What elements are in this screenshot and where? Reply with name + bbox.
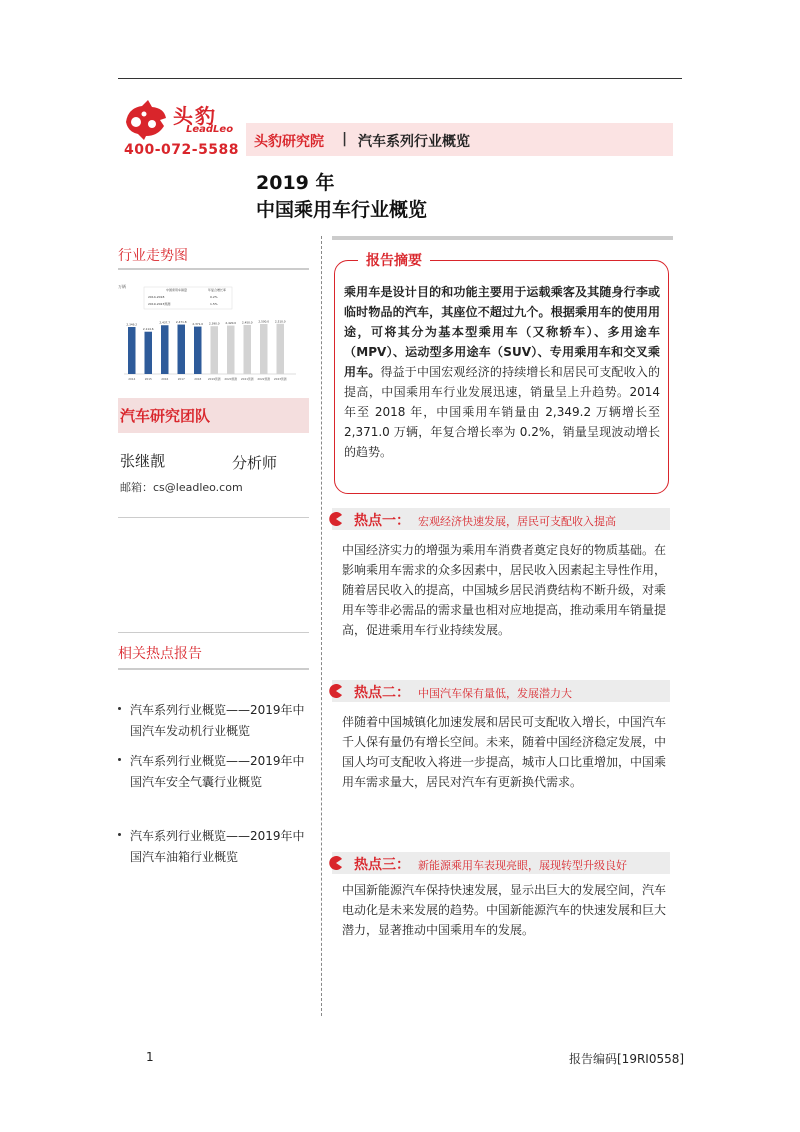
bar-2014 (128, 327, 136, 374)
hotspot-text: 中国经济实力的增强为乘用车消费者奠定良好的物质基础。在影响乘用车需求的众多因素中，居民收入因素起主导性作用，随着居民收入的提高，中国城乡居民消费结构不断升级，对乘用车等非必需品的需求量也相对应地提高，推动乘用车销量提高，促进乘用车行业持续发展。 (342, 543, 667, 637)
team-rule (118, 517, 309, 518)
report-code: 报告编码[19RI0558] (569, 1052, 685, 1066)
bar-value-label: 2,450.0 (241, 320, 253, 325)
x-tick-label: 2017 (177, 377, 185, 381)
bar-2015 (145, 332, 153, 374)
bullet-icon (118, 707, 121, 710)
hotspot-desc: 新能源乘用车表现亮眼，展现转型升级良好 (418, 859, 627, 872)
summary-text (344, 282, 660, 462)
bar-value-label: 2,510.0 (274, 319, 286, 324)
x-tick-label: 2023预测 (273, 377, 287, 381)
related-report-item[interactable] (118, 700, 313, 742)
hotspot-label: 热点二： (354, 685, 410, 701)
x-tick-label: 2018 (194, 377, 202, 381)
bar-2018 (194, 327, 202, 374)
legend-row-forecast: 2019-2023预测 (148, 302, 171, 306)
bar-value-label: 2,500.0 (258, 319, 270, 324)
related-heading: 相关热点报告 (118, 646, 202, 662)
y-axis-unit: 万辆 (118, 284, 126, 289)
chart-legend-table (144, 287, 232, 309)
x-tick-label: 2016 (161, 377, 169, 381)
series-name: 汽车系列行业概览 (358, 134, 470, 150)
legend-header-sales: 中国乘用车销量 (166, 288, 188, 292)
related-report-item[interactable] (118, 826, 313, 868)
analyst-email[interactable]: 邮箱：cs@leadleo.com (120, 481, 243, 494)
summary-top-bar (332, 236, 673, 240)
bar-value-label: 2,114.6 (142, 327, 154, 332)
hotspot-label: 热点一： (354, 513, 410, 529)
bar-value-label: 2,371.0 (192, 322, 204, 327)
bar-2021预测 (244, 325, 252, 374)
bullet-icon (118, 833, 121, 836)
hotspot-text: 伴随着中国城镇化加速发展和居民可支配收入增长，中国汽车千人保有量仍有增长空间。未来，随着中国经济稳定发展，中国人均可支配收入将进一步提高，城市人口比重增加，中国乘用车需求量大，居民对汽车有更新换代需求。 (342, 715, 667, 789)
x-tick-label: 2014 (128, 377, 136, 381)
report-title: 中国乘用车行业概览 (256, 199, 428, 221)
page-number: 1 (146, 1050, 154, 1064)
bar-value-label: 2,390.0 (208, 321, 220, 326)
bar-2023预测 (277, 324, 285, 374)
related-report-item[interactable] (118, 751, 313, 793)
report-year: 2019 年 (256, 172, 335, 194)
related-report-title[interactable]: 汽车系列行业概览——2019年中国汽车安全气囊行业概览 (130, 754, 305, 789)
legend-row-forecast-cagr: 1.5% (210, 302, 218, 306)
team-heading: 汽车研究团队 (120, 407, 211, 425)
series-header (246, 123, 673, 156)
legend-header-cagr: 年复合增长率 (208, 288, 227, 292)
x-tick-label: 2021预测 (240, 377, 254, 381)
top-rule (118, 78, 682, 79)
hotspot-label: 热点三： (354, 857, 410, 873)
bar-2022预测 (260, 324, 268, 374)
bullet-icon (118, 758, 121, 761)
column-divider (321, 236, 322, 1016)
related-report-title[interactable]: 汽车系列行业概览——2019年中国汽车发动机行业概览 (130, 703, 305, 738)
brand-name-en: LeadLeo (186, 124, 234, 135)
team-heading-band (118, 398, 309, 433)
legend-row-actual-cagr: 0.2% (210, 295, 218, 299)
hotspot-header (332, 680, 670, 702)
trend-heading: 行业走势图 (118, 248, 188, 264)
analyst-role: 分析师 (232, 454, 278, 472)
header-separator: | (342, 131, 348, 147)
legend-row-actual: 2014-2018 (148, 295, 165, 299)
summary-bold-text: 乘用车是设计目的和功能主要用于运载乘客及其随身行李或临时物品的汽车，其座位不超过九个。根据乘用车的使用用途，可将其分为基本型乘用车（又称轿车）、多用途车（MPV）、运动型多用途车（SUV）、专用乘用车和交叉乘用车。 (344, 285, 660, 379)
related-report-title[interactable]: 汽车系列行业概览——2019年中国汽车油箱行业概览 (130, 829, 305, 864)
brand-phone: 400-072-5588 (124, 142, 240, 158)
bar-2016 (161, 325, 169, 374)
hotspot-text: 中国新能源汽车保持快速发展，显示出巨大的发展空间，汽车电动化是未来发展的趋势。中国新能源汽车的快速发展和巨大潜力，显著推动中国乘用车的发展。 (342, 883, 667, 937)
trend-heading-rule (118, 268, 309, 270)
pacman-marker-icon (329, 512, 343, 526)
hotspot-header (332, 508, 670, 530)
bar-2020预测 (227, 326, 235, 374)
institute-name: 头豹研究院 (254, 134, 324, 150)
bar-value-label: 2,349.2 (126, 322, 138, 327)
x-tick-label: 2019预测 (207, 377, 221, 381)
summary-normal-text: 得益于中国宏观经济的持续增长和居民可支配收入的提高，中国乘用车行业发展迅速，销量呈上升趋势。2014 年至 2018 年，中国乘用车销量由 2,349.2 万辆增长至 2,371.0 万辆，年复合增长率为 0.2%，销量呈现波动增长的趋势。 (344, 365, 660, 459)
bar-2019预测 (211, 326, 219, 374)
x-tick-label: 2020预测 (224, 377, 238, 381)
hotspot-header (332, 852, 670, 874)
bar-value-label: 2,437.7 (159, 320, 171, 325)
related-top-rule (118, 632, 309, 633)
analyst-name: 张继靓 (120, 452, 166, 470)
pacman-marker-icon (329, 684, 343, 698)
bar-2017 (178, 325, 186, 374)
x-tick-label: 2015 (144, 377, 152, 381)
related-heading-rule (118, 668, 309, 670)
hotspot-desc: 中国汽车保有量低，发展潜力大 (418, 687, 572, 700)
brand-name: 头豹 (173, 104, 217, 128)
bar-value-label: 2,420.0 (225, 321, 237, 326)
summary-tag: 报告摘要 (358, 250, 430, 270)
leopard-logo-icon (122, 98, 168, 140)
hotspot-desc: 宏观经济快速发展，居民可支配收入提高 (418, 515, 616, 528)
x-tick-label: 2022预测 (257, 377, 271, 381)
trend-chart (116, 280, 298, 386)
pacman-marker-icon (329, 856, 343, 870)
bar-value-label: 2,471.8 (175, 320, 187, 325)
